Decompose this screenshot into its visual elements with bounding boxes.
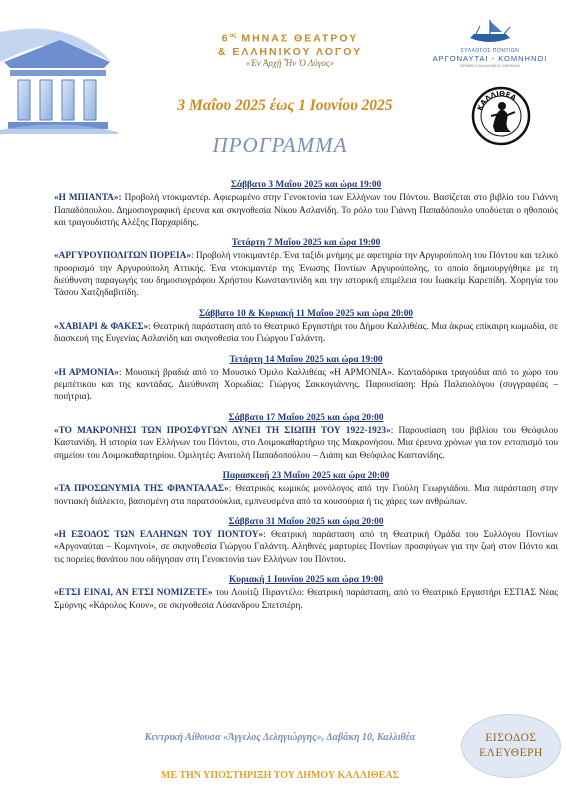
event-title: «Η ΕΞΟΔΟΣ ΤΩΝ ΕΛΛΗΝΩΝ ΤΟΥ ΠΟΝΤΟΥ» [54, 530, 264, 541]
free-entry-badge: ΕΙΣΟΔΟΣ ΕΛΕΥΘΕΡΗ [461, 714, 561, 778]
event-description: : Θεατρική παράσταση από τη Θεατρική Ομάδα του Συλλόγου Ποντίων «Αργοναύται – Κομνηνοί», σε σκηνοθεσία Γιώργου Γαλάντη. Αληθινές μαρτυρίες Ποντίων προσφύγων για την ζωή στον Πόντο και τις πορείες θανάτου που οδήγησαν στη Γενοκτονία των Ελλήνων του Πόντου. [54, 530, 558, 565]
programme-title: ΠΡΟΓΡΑΜΜΑ [212, 133, 348, 157]
event-description: : Προβολή ντοκιμαντέρ. Ένα ταξίδι μνήμης με αφετηρία την Αργυρούπολη του Πόντου και τελικό προορισμό την Αργυρούπολη Αττικής. Ένα ντοκιμαντέρ της Ένωσης Ποντίων Αργυρούπολης, το οποίο δημιουργήθηκε με τη διεύθυνση παραγωγής του δημοσιογράφου Χρήστου Κωνσταντινίδη και την ιστορική επιμέλεια του Ιωακείμ Καρεπίδη. Χορηγία του Τάσου Χατζηδαβιτίδη. [54, 251, 558, 299]
event-title: «ΤΟ ΜΑΚΡΟΝΗΣΙ ΤΩΝ ΠΡΟΣΦΥΓΩΝ ΛΥΝΕΙ ΤΗ ΣΙΩΠΗ ΤΟΥ 1922-1923» [54, 426, 391, 437]
event-description: Προβολή ντοκιμαντέρ. Αφιερωμένο στην Γενοκτονία των Ελλήνων του Πόντου. Βασίζεται στο βιβλίο του Γιάννη Παπαδόπουλου. Δημοσιογραφική έρευνα και σκηνοθεσία Νίκου Ασλανίδη. Το ρόλο του Γιάννη Παπαδόπουλο υποδύεται ο ηθοποιός και τραγουδιστής Αλέξης Παρχαρίδης. [54, 193, 559, 228]
event-title: «ΑΡΓΥΡΟΥΠΟΛΙΤΩΝ ΠΟΡΕΙΑ» [54, 251, 191, 262]
event-date: Σάββατο 3 Μαΐου 2025 και ώρα 19:00 [230, 180, 382, 190]
event-title: «Η ΑΡΜΟΝΙΑ» [54, 367, 119, 378]
event-date: Σάββατο 31 Μαΐου 2025 και ώρα 20:00 [228, 516, 384, 527]
event-description: : Θεατρική παράσταση από το Θεατρικό Εργαστήρι του Δήμου Καλλιθέας. Μια άκρως επίκαιρη κωμωδία, σε διασκευή της Ευγενίας Ασλανίδη και σκηνοθεσία του Γιώργου Γαλάντη. [54, 321, 558, 345]
event-title: «ΤΑ ΠΡΟΣΩΝΥΜΙΑ ΤΗΣ ΦΡΑΝΤΑΛΑΣ» [54, 484, 229, 495]
city-seal-icon [471, 86, 531, 146]
event-description: : Μουσική βραδιά από το Μουσικό Όμιλο Καλλιθέας «Η ΑΡΜΟΝΙΑ». Κανταδόρικα τραγούδια από το χώρο του ρεμπέτικου και της καντάδας. Διεύθυνση Χορωδίας: Γιώργος Σακκογιάννης. Παρουσίαση: Ηρώ Παλαιολόγου (συγγραφέας – ποιήτρια). [54, 367, 558, 403]
event-item [54, 470, 558, 508]
event-date: Παρασκευή 23 Μαΐου 2025 και ώρα 20:00 [222, 470, 390, 481]
event-item [54, 179, 558, 229]
event-date: Σάββατο 10 & Κυριακή 11 Μαΐου 2025 και ώρα 20:00 [198, 308, 413, 319]
event-item [54, 574, 558, 612]
event-date: Τετάρτη 14 Μαΐου 2025 και ώρα 19:00 [229, 354, 383, 365]
event-date: Τετάρτη 7 Μαΐου 2025 και ώρα 19:00 [231, 238, 381, 249]
event-description: : Παρουσίαση του βιβλίου του Θεόφιλου Καστανίδη. Η ιστορία των Ελλήνων του Πόντου, στο Λοιμοκαθαρτήριο της Μακρονήσου. Μια έρευνα χρόνων για τον εντοπισμό του σημείου του Λοιμοκαθαρτηρίου. Ομιλητές: Ανατολή Παπαδοπούλου – Λιάπη και Θεόφιλος Καστανίδης. [54, 426, 558, 461]
argo-ship-icon [466, 18, 514, 46]
event-date: Κυριακή 1 Ιουνίου 2025 και ώρα 19:00 [229, 575, 383, 586]
festival-title: $6^{o\varsigma}$ ΜΗΝΑΣ ΘΕΑΤΡΟΥ & ΕΛΛΗΝΙΚΟΥ ΛΟΓΟΥ [217, 32, 363, 58]
temple-columns-icon [0, 22, 118, 134]
event-title: «ΧΑΒΙΑΡΙ & ΦΑΚΕΣ» [54, 321, 149, 332]
svg-text:ΚΑΛΛΙΘΕΑ: ΚΑΛΛΙΘΕΑ [475, 89, 518, 112]
support-notice: ΜΕ ΤΗΝ ΥΠΟΣΤΗΡΙΞΗ ΤΟΥ ΔΗΜΟΥ ΚΑΛΛΙΘΕΑΣ [160, 770, 400, 781]
event-title: «Η ΜΠΙΑΝΤΑ»: [54, 193, 122, 204]
event-item [54, 516, 558, 566]
festival-dates: 3 Μαΐου 2025 έως 1 Ιουνίου 2025 [177, 97, 393, 114]
event-item [54, 237, 558, 299]
event-item [54, 308, 558, 346]
event-date: Σάββατο 17 Μαΐου 2025 και ώρα 20:00 [228, 412, 384, 423]
event-description: : Θεατρικός κωμικός μονόλογος από την Γιούλη Γεωργιάδου. Μια παράσταση στην ποντιακή διάλεκτο, βασισμένη στα παρατσούκλια, εμπνευσμένα από τα κουσούρια ή τις χάρες των ανθρώπων. [54, 484, 558, 507]
event-item [54, 354, 558, 404]
events-list [54, 179, 558, 620]
event-description: του Λουίτζι Πιραντέλο: Θεατρική παράσταση, από το Θεατρικό Εργαστήρι ΕΣΤΙΑΣ Νέας Σμύρνης «Κάρολος Κουν», σε σκηνοθεσία Λύσανδρου Σπετσιέρη. [54, 588, 558, 611]
event-title: «ΕΤΣΙ ΕΙΝΑΙ, ΑΝ ΕΤΣΙ ΝΟΜΙΖΕΤΕ» [54, 588, 213, 599]
venue-address: Κεντρική Αίθουσα «Άγγελος Δεληγιώργης», Δαβάκη 10, Καλλιθέα [144, 732, 416, 743]
organizer-name: ΣΥΛΛΟΓΟΣ ΠΟΝΤΙΩΝ ΑΡΓΟΝΑΥΤΑΙ - ΚΟΜΝΗΝΟΙ ΒΡΑΒΕΙΟ ΑΚΑΔΗΜΙΑΣ ΑΘΗΝΩΝ [432, 48, 548, 68]
festival-motto: «Ἐν Ἀρχῇ Ἦν Ὁ Λόγος» [245, 58, 335, 68]
event-item [54, 412, 558, 462]
